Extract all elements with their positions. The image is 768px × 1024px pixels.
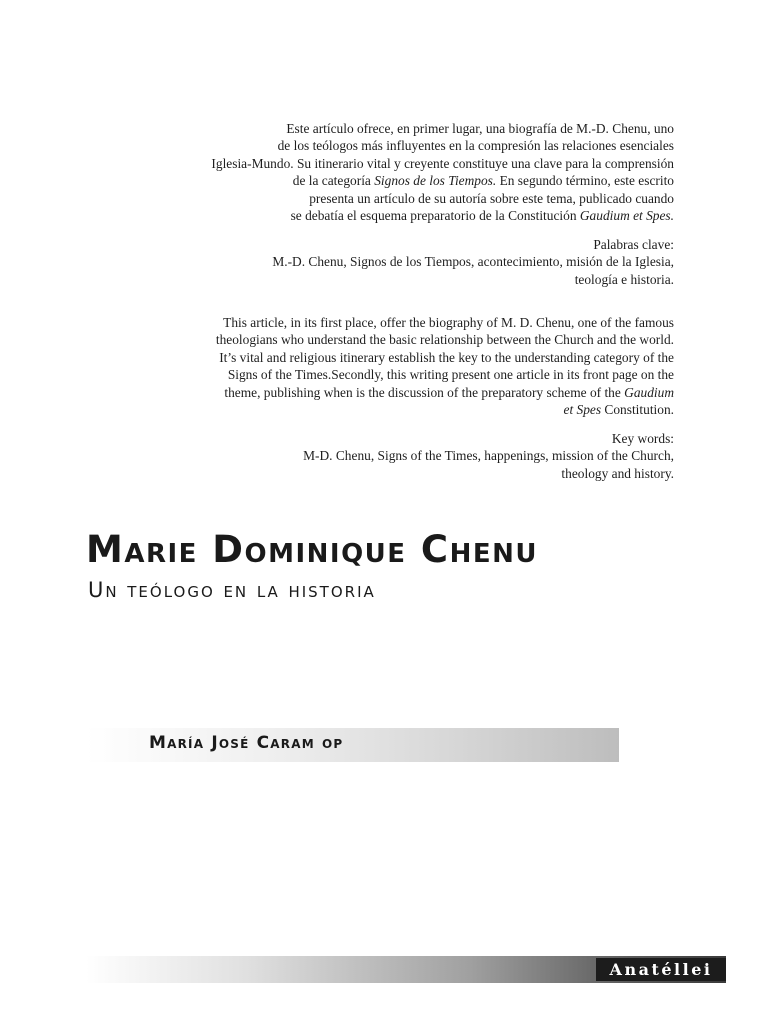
keywords-line: theology and history. [561, 465, 674, 481]
abstract-line: presenta un artículo de su autoría sobre este tema, publicado cuando [309, 190, 674, 206]
abstract-line [130, 401, 674, 418]
footer-banner [86, 956, 726, 983]
english-keywords [130, 430, 674, 482]
abstract-line: de los teólogos más influyentes en la compresión las relaciones esenciales [277, 138, 674, 154]
abstract-text: Constitution. [601, 402, 674, 418]
abstract-line: Este artículo ofrece, en primer lugar, una biografía de M.-D. Chenu, uno [286, 121, 674, 136]
abstract-line: This article, in its first place, offer the biography of M. D. Chenu, one of the famous [223, 315, 674, 330]
abstract-italic-term: et Spes [563, 402, 602, 418]
abstract-italic-term: Gaudium et Spes. [579, 208, 674, 224]
abstract-line: Iglesia-Mundo. Su itinerario vital y creyente constituye una clave para la comprensión [211, 155, 674, 171]
abstract-line [130, 207, 674, 224]
author-name: María José Caram op [149, 733, 344, 753]
spanish-abstract [130, 120, 674, 224]
abstract-text: theme, publishing when is the discussion of the preparatory scheme of the [224, 384, 625, 400]
article-subtitle: Un teólogo en la historia [88, 578, 376, 602]
keywords-label: Palabras clave: [593, 237, 674, 252]
keywords-label: Key words: [611, 431, 674, 446]
journal-name: Anatéllei [596, 958, 726, 981]
abstract-line [130, 172, 674, 189]
article-title: Marie Dominique Chenu [86, 528, 538, 571]
abstract-text: de la categoría [292, 173, 371, 189]
abstract-line: It’s vital and religious itinerary establish the key to the understanding category of the [219, 349, 674, 365]
abstract-line [130, 384, 674, 401]
spanish-keywords [130, 236, 674, 288]
author-banner [86, 728, 619, 762]
abstract-line: Signs of the Times.Secondly, this writing present one article in its front page on the [227, 367, 674, 383]
keywords-line: teología e historia. [574, 271, 674, 287]
abstract-italic-term: Signos de los Tiempos. [374, 173, 497, 189]
keywords-line: M-D. Chenu, Signs of the Times, happenings, mission of the Church, [303, 448, 674, 464]
english-abstract [130, 314, 674, 418]
keywords-line: M.-D. Chenu, Signos de los Tiempos, acontecimiento, misión de la Iglesia, [272, 254, 674, 270]
abstract-text: En segundo término, este escrito [496, 173, 674, 189]
abstract-text: se debatía el esquema preparatorio de la Constitución [290, 208, 580, 224]
abstract-line: theologians who understand the basic relationship between the Church and the world. [215, 332, 674, 348]
abstract-italic-term: Gaudium [624, 384, 674, 400]
